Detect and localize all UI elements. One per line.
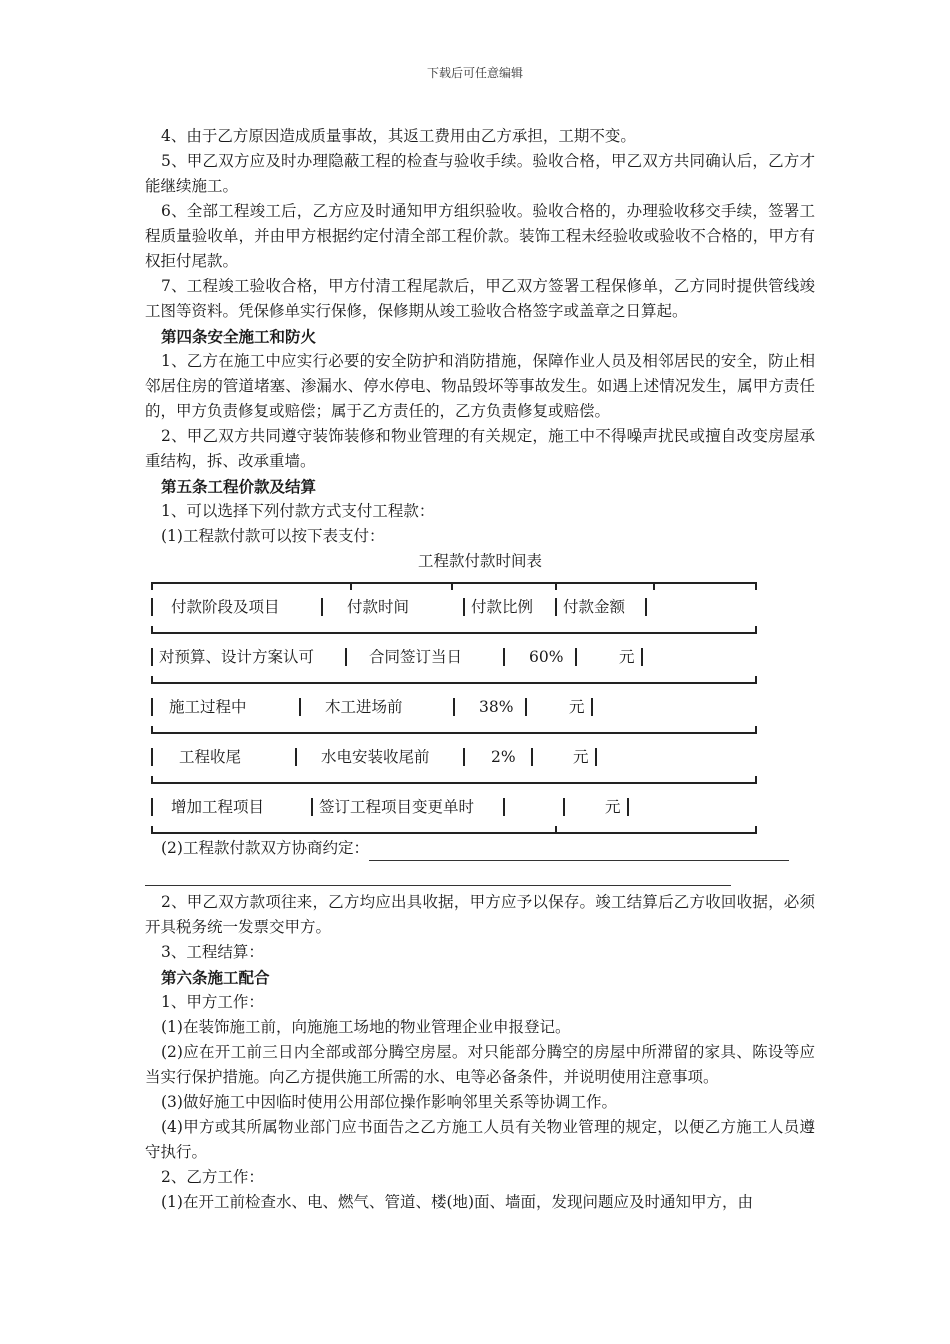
payment-item-1b-label: (2)工程款付款双方协商约定： — [161, 839, 369, 857]
safety-item-2: 2、甲乙双方共同遵守装饰装修和物业管理的有关规定，施工中不得噪声扰民或擅自改变房屋承重结构，拆、改承重墙。 — [145, 427, 815, 470]
header-time: 付款时间 — [347, 598, 410, 616]
blank-line — [145, 871, 731, 886]
row-ratio: 2% — [491, 748, 516, 766]
payment-schedule-table — [151, 582, 757, 834]
payment-item-1b — [145, 836, 815, 861]
coop-item-1a: (1)在装饰施工前，向施施工场地的物业管理企业申报登记。 — [161, 1018, 571, 1036]
coop-item-1: 1、甲方工作： — [161, 993, 264, 1011]
coop-item-1b: (2)应在开工前三日内全部或部分腾空房屋。对只能部分腾空的房屋中所滞留的家具、陈设等应当实行保护措施。向乙方提供施工所需的水、电等必备条件，并说明使用注意事项。 — [145, 1043, 815, 1086]
page-header: 下载后可任意编辑 — [426, 66, 523, 80]
row-time: 合同签订当日 — [369, 648, 463, 666]
row-ratio: 60% — [529, 648, 564, 666]
header-ratio: 付款比例 — [471, 598, 534, 616]
payment-item-1: 1、可以选择下列付款方式支付工程款： — [161, 502, 435, 520]
row-time: 木工进场前 — [325, 698, 403, 716]
payment-item-1a: (1)工程款付款可以按下表支付： — [161, 527, 385, 545]
table-row — [151, 782, 757, 832]
clause-4-item-6: 6、全部工程竣工后，乙方应及时通知甲方组织验收。验收合格的，办理验收移交手续，签署工程质量验收单，并由甲方根据约定付清全部工程价款。装饰工程未经验收或验收不合格的，甲方有权拒付尾款。 — [145, 202, 815, 270]
clause-4-item-7: 7、工程竣工验收合格，甲方付清工程尾款后，甲乙双方签署工程保修单，乙方同时提供管线竣工图等资料。凭保修单实行保修，保修期从竣工验收合格签字或盖章之日算起。 — [145, 277, 815, 320]
table-row — [151, 732, 757, 782]
table-caption: 工程款付款时间表 — [417, 552, 542, 570]
table-row — [151, 682, 757, 732]
clause-4-item-5: 5、甲乙双方应及时办理隐蔽工程的检查与验收手续。验收合格，甲乙双方共同确认后，乙方才能继续施工。 — [145, 152, 815, 195]
table-header-row — [151, 582, 757, 632]
safety-item-1: 1、乙方在施工中应实行必要的安全防护和消防措施，保障作业人员及相邻居民的安全，防止相邻居住房的管道堵塞、渗漏水、停水停电、物品毁坏等事故发生。如遇上述情况发生，属甲方责任的，甲方负责修复或赔偿；属于乙方责任的，乙方负责修复或赔偿。 — [145, 352, 815, 420]
row-amount: 元 — [573, 748, 589, 766]
table-rule — [151, 832, 757, 834]
section-heading-4: 第四条安全施工和防火 — [161, 327, 317, 346]
blank-line-row — [145, 861, 815, 886]
row-stage: 工程收尾 — [179, 748, 242, 766]
blank-line — [369, 842, 789, 861]
document-body — [145, 124, 815, 1215]
payment-item-3: 3、工程结算： — [161, 943, 264, 961]
section-heading-5: 第五条工程价款及结算 — [161, 477, 317, 496]
coop-item-2: 2、乙方工作： — [161, 1168, 264, 1186]
coop-item-2a: (1)在开工前检查水、电、燃气、管道、楼(地)面、墙面，发现问题应及时通知甲方，由 — [161, 1193, 754, 1211]
row-amount: 元 — [569, 698, 585, 716]
table-row — [151, 632, 757, 682]
row-stage: 增加工程项目 — [171, 798, 265, 816]
row-amount: 元 — [619, 648, 635, 666]
row-time: 水电安装收尾前 — [321, 748, 430, 766]
row-time: 签订工程项目变更单时 — [319, 798, 475, 816]
clause-4-item-4: 4、由于乙方原因造成质量事故，其返工费用由乙方承担，工期不变。 — [161, 127, 636, 145]
header-amount: 付款金额 — [563, 598, 626, 616]
row-ratio: 38% — [479, 698, 514, 716]
row-amount: 元 — [605, 798, 621, 816]
row-stage: 施工过程中 — [169, 698, 247, 716]
header-stage: 付款阶段及项目 — [171, 598, 280, 616]
section-heading-6: 第六条施工配合 — [161, 968, 270, 987]
row-stage: 对预算、设计方案认可 — [159, 648, 315, 666]
payment-item-2: 2、甲乙双方款项往来，乙方均应出具收据，甲方应予以保存。竣工结算后乙方收回收据，必须开具税务统一发票交甲方。 — [145, 893, 815, 936]
coop-item-1d: (4)甲方或其所属物业部门应书面告之乙方施工人员有关物业管理的规定，以便乙方施工人员遵守执行。 — [145, 1118, 815, 1161]
coop-item-1c: (3)做好施工中因临时使用公用部位操作影响邻里关系等协调工作。 — [161, 1093, 617, 1111]
